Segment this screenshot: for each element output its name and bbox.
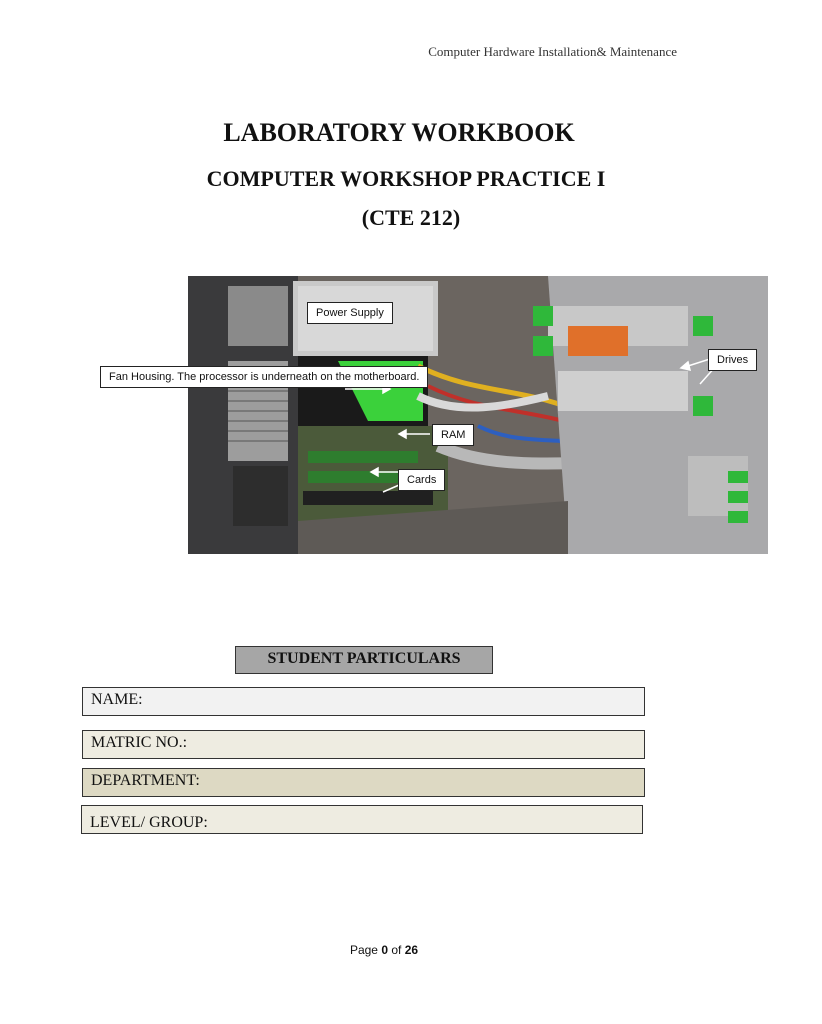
- level-group-field[interactable]: LEVEL/ GROUP:: [81, 805, 643, 834]
- document-subtitle: COMPUTER WORKSHOP PRACTICE I: [206, 166, 606, 191]
- name-field[interactable]: NAME:: [82, 687, 645, 716]
- page-total: 26: [404, 943, 419, 957]
- callout-ram: RAM: [432, 424, 474, 446]
- callout-cards: Cards: [398, 469, 445, 491]
- matric-no-field[interactable]: MATRIC NO.:: [82, 730, 645, 759]
- student-particulars-heading: STUDENT PARTICULARS: [235, 646, 493, 674]
- course-code: (CTE 212): [361, 205, 461, 230]
- callout-fan-housing: Fan Housing. The processor is underneath on the motherboard.: [100, 366, 428, 388]
- page-footer: [0, 943, 768, 957]
- running-header: Computer Hardware Installation& Maintenance: [428, 44, 677, 59]
- department-field[interactable]: DEPARTMENT:: [82, 768, 645, 797]
- page-of-label: of: [391, 943, 402, 957]
- page-number: 0: [381, 943, 388, 957]
- page-label: Page: [349, 943, 378, 957]
- computer-internals-photo: [109, 276, 768, 554]
- callout-power-supply: Power Supply: [307, 302, 393, 324]
- callout-drives: Drives: [708, 349, 757, 371]
- document-title: LABORATORY WORKBOOK: [223, 118, 575, 147]
